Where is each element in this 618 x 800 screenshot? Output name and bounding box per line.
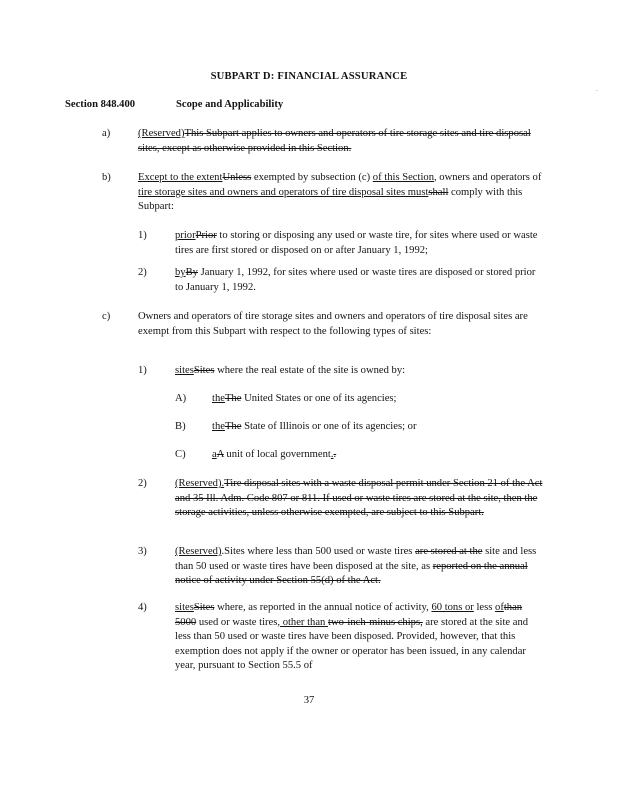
body-text: unit of local government [223,449,331,460]
paragraph-c1a-text [212,392,543,407]
paragraph-label-c2: 2) [138,478,147,489]
page-number: 37 [303,695,315,706]
inserted-text: by [175,267,186,278]
paragraph-c4-text [175,601,543,674]
paragraph-c-text [138,310,543,339]
paragraph-label-c3: 3) [138,546,147,557]
body-text: State of Illinois or one of its agencies; or [241,421,417,432]
section-title: Scope and Applicability [176,99,284,110]
paragraph-label-c1b: B) [175,421,186,432]
inserted-text: of [495,602,504,613]
inserted-text: tire storage sites and owners and operators of tire disposal sites must [138,186,429,198]
body-text: less [473,602,496,613]
deleted-text: The [224,421,242,432]
paragraph-c1c-text [212,448,543,463]
body-text: where, as reported in the annual notice of activity, [214,602,432,613]
subpart-title: SUBPART D: FINANCIAL ASSURANCE [210,71,408,82]
inserted-text: , other than [277,616,328,628]
body-text: comply with this Subpart: [138,186,523,212]
paragraph-label-b: b) [102,172,111,183]
deleted-text: . [333,449,337,460]
inserted-text: the [212,393,225,404]
paragraph-label-c4: 4) [138,602,147,613]
deleted-text: The [224,393,242,404]
paragraph-b-text [138,171,543,215]
deleted-text: Tire disposal sites with a waste disposal permit under Section 21 of the Act and 35 Ill. Adm. Code 807 or 811. If used or waste tires are stored at the site, then the storage activities, unless otherwise exempted, are subject to this Subpart. [175,478,543,518]
body-text: where the real estate of the site is owned by: [214,365,406,376]
body-text: January 1, 1992, for sites where used or waste tires are disposed or stored prior to January 1, 1992. [175,267,536,293]
inserted-text: sites [175,602,194,613]
paragraph-label-b2: 2) [138,267,147,278]
inserted-text: of this Section [372,172,434,183]
deleted-text: Sites [193,602,215,613]
paragraph-b1-text [175,229,543,258]
paragraph-c1b-text [212,420,543,435]
body-text: Sites where less than 500 used or waste tires [224,546,416,557]
inserted-text: . [221,478,225,489]
inserted-text: (Reserved) [175,546,222,557]
deleted-text: This Subpart applies to owners and operators of tire storage sites and tire disposal sites, except as otherwise provided in this Section. [138,128,531,154]
inserted-text: prior [175,230,196,241]
inserted-text: a [212,449,217,460]
paragraph-label-c1c: C) [175,449,186,460]
body-text: . [221,546,225,557]
deleted-text: are stored at the [415,546,483,557]
body-text: exempted by subsection (c) [251,172,373,183]
inserted-text: 60 tons or [431,602,474,613]
paragraph-label-b1: 1) [138,230,147,241]
body-text: to storing or disposing any used or waste tire, for sites where used or waste tires are first stored or disposed on or after January 1, 1992; [175,230,538,256]
paragraph-b2-text [175,266,543,295]
deleted-text: two-inch-minus chips, [328,616,423,628]
deleted-text: than 5000 [175,602,523,628]
inserted-text: (Reserved) [138,128,185,139]
body-text: United States or one of its agencies; [241,393,397,404]
deleted-text: A [216,449,224,460]
paragraph-label-c1a: A) [175,393,187,404]
inserted-text: the [212,421,225,432]
body-text: , owners and operators of [434,172,542,183]
paragraph-label-c1: 1) [138,365,147,376]
body-text: Owners and operators of tire storage sites and owners and operators of tire disposal sites are exempt from this Subpart with respect to the following types of sites: [138,311,528,337]
inserted-text: . [330,449,334,460]
paragraph-c3-text [175,545,543,589]
deleted-text: reported on the annual notice of activity under Section 55(d) of the Act. [175,560,528,586]
deleted-text: Prior [195,230,217,241]
inserted-text: sites [175,365,194,376]
paragraph-c1-text [175,364,543,379]
scan-mark: . [596,85,598,93]
deleted-text: Sites [193,365,215,376]
paragraph-label-a: a) [102,128,111,139]
deleted-text: shall [428,186,449,198]
paragraph-a-text [138,127,543,156]
paragraph-c2-text [175,477,543,521]
body-text: are stored at the site and less than 50 used or waste tires have been disposed. Provided, however, that this exemption does not apply if the owner or operator has been issued, in any calendar year, pursuant to Section 55.5 of [175,616,529,671]
inserted-text: (Reserved) [175,478,222,489]
deleted-text: By [185,267,198,278]
body-text: used or waste tires [196,616,278,628]
paragraph-label-c: c) [102,311,111,322]
inserted-text: Except to the extent [138,172,223,183]
deleted-text: Unless [222,172,252,183]
body-text: site and less than 50 used or waste tires have been disposed at the site, as [175,546,537,572]
section-number: Section 848.400 [65,99,136,110]
